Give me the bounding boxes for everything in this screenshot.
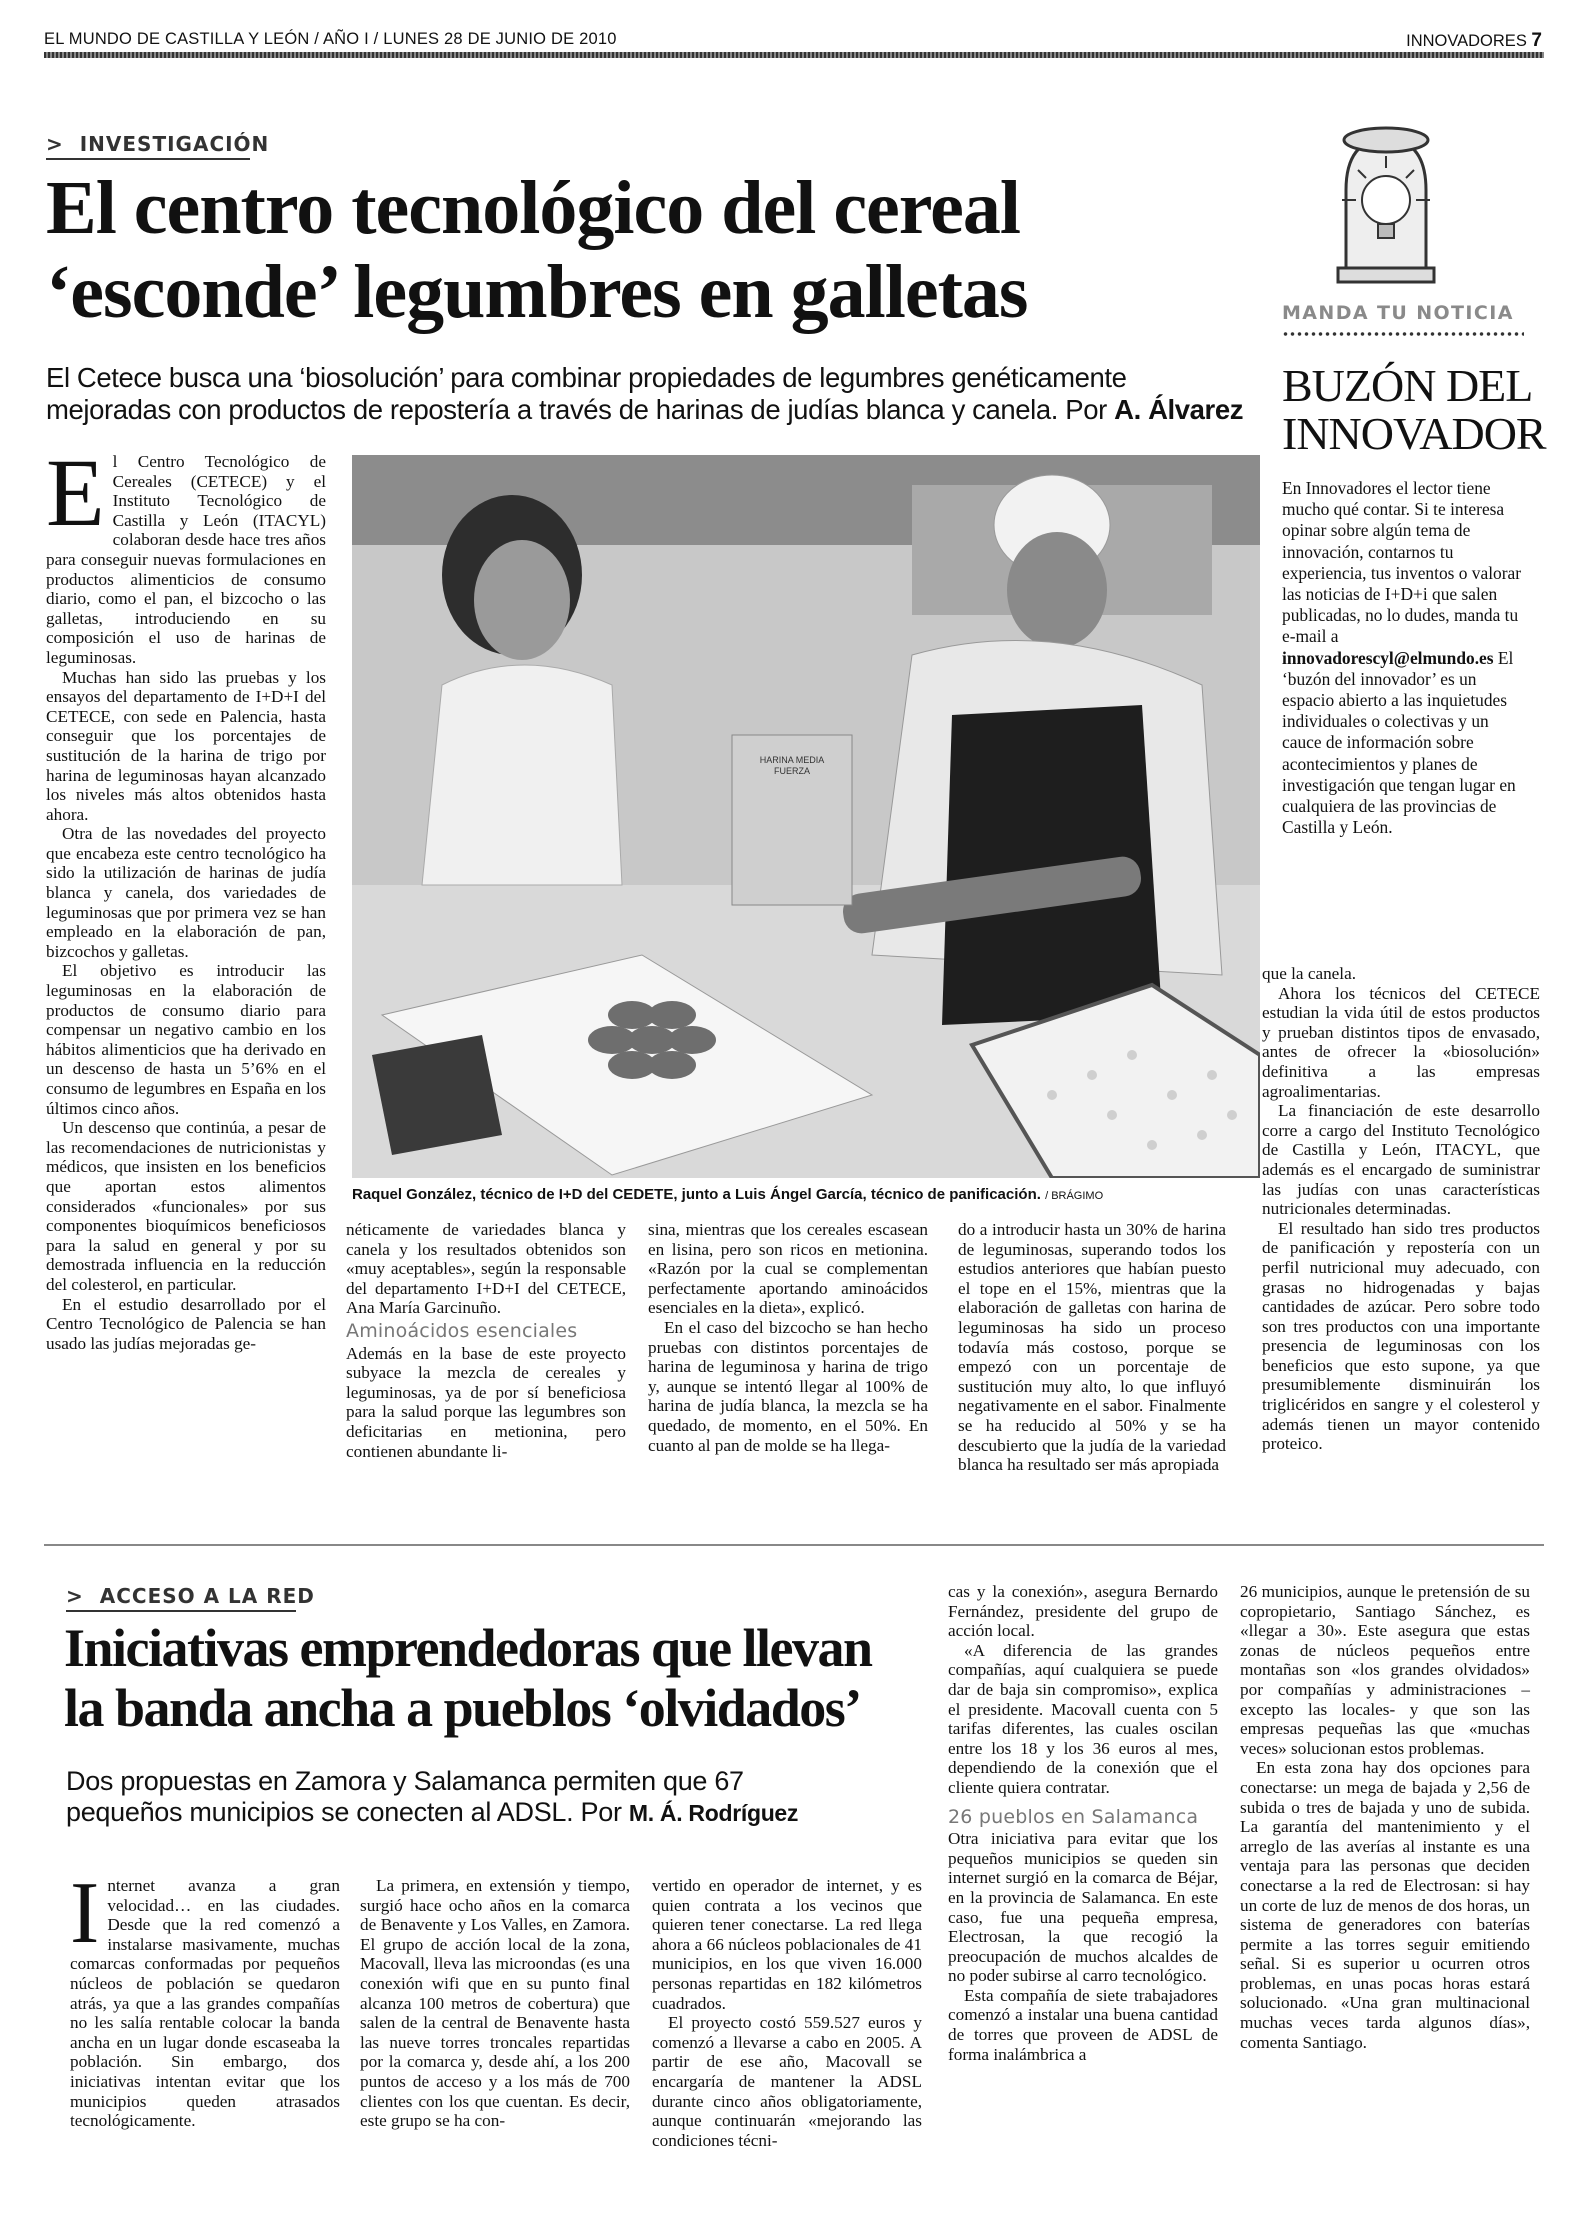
paragraph: do a introducir hasta un 30% de harina de leguminosas, superando todos los estudios anteriores que habían puesto el tope en el 15%, mientras que la elaboración de galletas con harina de leguminosas ha sido un proceso todavía más costoso, porque se empezó con un porcentaje de sustitución muy alto, lo que influyó negativamente en el sabor. Finalmente se ha reducido al 50% y se ha descubierto que la judía de la variedad blanca ha resultado ser más apropiada	[958, 1220, 1226, 1475]
article1-photo	[352, 455, 1260, 1178]
paragraph: El objetivo es introducir las leguminosas en la elaboración de productos de consumo diario para compensar un negativo cambio en los hábitos alimenticios que ha derivado en un descenso de hasta un 5’6% en el consumo de legumbres en España en los últimos cinco años.	[46, 961, 326, 1118]
paragraph: La financiación de este desarrollo corre a cargo del Instituto Tecnológico de Castilla y León, ITACYL, que además es el encargado de suministrar las judías con unas características nutricionales determinadas.	[1262, 1101, 1540, 1219]
sidebar-text-1: En Innovadores el lector tiene mucho qué contar. Si te interesa opinar sobre algún tema de innovación, contarnos tu experiencia, tus inventos o valorar las noticias de I+D+i que salen publicadas, no lo dudes, manda tu e-mail a	[1282, 478, 1522, 647]
subheading: 26 pueblos en Salamanca	[948, 1805, 1199, 1828]
paragraph: Otra iniciativa para evitar que los pequeños municipios se queden sin internet surgió en la comarca de Béjar, en la provincia de Salamanca. En este caso, fue una pequeña empresa, Electrosan, la que recogió la preocupación de muchos alcaldes de no poder subirse al carro tecnológico.	[948, 1829, 1218, 1986]
sidebar-title	[1282, 360, 1546, 459]
sidebar-title-line-2: INNOVADOR	[1282, 408, 1546, 459]
caption-text: Raquel González, técnico de I+D del CEDETE, junto a Luis Ángel García, técnico de panificación.	[352, 1186, 1041, 1203]
subtitle-line-2	[66, 1797, 946, 1829]
article1-author: A. Álvarez	[1114, 394, 1244, 425]
paragraph: «A diferencia de las grandes compañías, aquí cualquiera se puede dar de baja sin compromiso», explica el presidente. Macovall cuenta con 5 tarifas diferentes, las cuales oscilan entre los 18 y los 36 euros al mes, dependiendo de la conexión que el cliente quiera contratar.	[948, 1640, 1218, 1797]
article1-col5	[1262, 964, 1540, 1454]
paragraph: sina, mientras que los cereales escasean en lisina, pero son ricos en metionina. «Razón por la cual se complementan perfectamente aportando aminoácidos esenciales en la dieta», explicó.	[648, 1220, 928, 1318]
paragraph	[46, 439, 326, 668]
article2-author: M. Á. Rodríguez	[628, 1800, 799, 1826]
paragraph: En el estudio desarrollado por el Centro Tecnológico de Palencia se han usado las judías mejoradas ge-	[46, 1294, 326, 1353]
lightbulb-icon	[1316, 120, 1456, 285]
paragraph: néticamente de variedades blanca y canela y los resultados obtenidos son «muy aceptables», según la responsable del departamento I+D+I del CETECE, Ana María Garcinuño.	[346, 1220, 626, 1318]
kicker-arrow: >	[46, 132, 64, 156]
article2-col1	[70, 1865, 340, 2131]
paragraph: Muchas han sido las pruebas y los ensayos del departamento de I+D+I del CETECE, con sede en Palencia, hasta conseguir que los porcentajes de sustitución de la harina de trigo por harina de leguminosas hayan alcanzado los niveles más altos obtenidos hasta ahora.	[46, 667, 326, 824]
dropcap: I	[70, 1865, 100, 1962]
article1-kicker	[46, 132, 269, 156]
kicker-underline	[46, 158, 250, 160]
sidebar-label: MANDA TU NOTICIA	[1282, 302, 1514, 324]
article1-col3	[648, 1220, 928, 1455]
paragraph-text: l Centro Tecnológico de Cereales (CETECE) y el Instituto Tecnológico de Castilla y León (ITACYL) colaboran desde hace tres años para conseguir nuevas formulaciones en productos alimenticios de consumo diario, como el pan, el bizcocho o las galletas, introduciendo en su composición el uso de harinas de leguminosas.	[46, 452, 326, 667]
paragraph: La primera, en extensión y tiempo, surgió hace ocho años en la comarca de Benavente y Los Valles, en Zamora. El grupo de acción local de la zona, Macovall, lleva las microondas (es una conexión wifi que en su punto final alcanza 100 metros de cobertura) que salen de la central de Benavente hasta las nueve torres troncales repartidas por la comarca y, desde ahí, a los 200 puntos de acceso y a los más de 700 clientes con los que cuentan. Es decir, este grupo se ha con-	[360, 1876, 630, 2131]
headline-line-1: Iniciativas emprendedoras que llevan	[64, 1618, 872, 1678]
subtitle-line-2-text: mejoradas con productos de repostería a través de harinas de judías blanca y canela. Por	[46, 394, 1107, 425]
paragraph: Otra de las novedades del proyecto que encabeza este centro tecnológico ha sido la utilización de harinas de judía blanca y canela, dos variedades de leguminosas que por primera vez se han empleado en la elaboración de pan, bizcochos y galletas.	[46, 824, 326, 961]
sidebar-body	[1282, 478, 1532, 838]
article1-subtitle	[46, 362, 1256, 426]
paragraph: cas y la conexión», asegura Bernardo Fernández, presidente del grupo de acción local.	[948, 1582, 1218, 1641]
masthead-rule	[44, 52, 1544, 58]
kicker-arrow: >	[66, 1584, 84, 1608]
kicker-text: ACCESO A LA RED	[99, 1584, 315, 1608]
headline-line-2: ‘esconde’ legumbres en galletas	[46, 250, 1028, 334]
paragraph: Un descenso que continúa, a pesar de las recomendaciones de nutricionistas y médicos, que insisten en los beneficios que aportan estos alimentos considerados «funcionales» por sus componentes bioquímicos beneficiosos para la salud en general y por su demostrada influencia en la reducción del colesterol, en particular.	[46, 1118, 326, 1294]
subheading: Aminoácidos esenciales	[346, 1319, 578, 1342]
subtitle-line-2-text: pequeños municipios se conecten al ADSL. Por	[66, 1797, 622, 1827]
photo-credit: / BRÁGIMO	[1045, 1190, 1104, 1202]
headline-line-2: la banda ancha a pueblos ‘olvidados’	[64, 1678, 861, 1738]
kicker-text: INVESTIGACIÓN	[79, 132, 270, 156]
article1-col1	[46, 439, 326, 1353]
subtitle-line-1: Dos propuestas en Zamora y Salamanca permiten que 67	[66, 1766, 744, 1796]
paragraph: vertido en operador de internet, y es quien contrata a los vecinos que quieren tener conectarse. La red llega ahora a 66 núcleos poblacionales de 41 municipios, en los que viven 16.000 personas repartidas en 182 kilómetros cuadrados.	[652, 1876, 922, 2013]
sidebar-email[interactable]: innovadorescyl@elmundo.es	[1282, 647, 1494, 668]
article2-col4	[948, 1582, 1218, 2064]
article2-col2	[360, 1876, 630, 2131]
paragraph: En esta zona hay dos opciones para conectarse: un mega de bajada y 2,56 de subida o tres de bajada y uno de subida. La garantía del mantenimiento y el arreglo de las averías al instante es una ventaja para las personas que deciden conectarse a la red de Electrosan: si hay un corte de luz de menos de dos horas, un sistema de generadores con baterías permite a las torres seguir emitiendo señal. Si es superior u ocurren otros problemas, en unas pocas horas estará solucionado. «Una gran multinacional muchas veces tarda algunos días», comenta Santiago.	[1240, 1758, 1530, 2052]
section-divider	[44, 1544, 1544, 1546]
masthead-left: EL MUNDO DE CASTILLA Y LEÓN / AÑO I / LUNES 28 DE JUNIO DE 2010	[44, 30, 617, 48]
photo-caption	[352, 1186, 1260, 1203]
kicker-underline	[66, 1610, 296, 1612]
sidebar-dots	[1282, 332, 1524, 336]
masthead-section	[1406, 30, 1542, 52]
article2-headline	[64, 1618, 944, 1738]
paragraph: 26 municipios, aunque le pretensión de su copropietario, Santiago Sánchez, es «llegar a 30». Este asegura que estas zonas de núcleos pequeños entre montañas son «los grandes olvidados» por compañías y administraciones –excepto las locales- y que son las empresas pequeñas las que «muchas veces» solucionan estos problemas.	[1240, 1582, 1530, 1758]
article1-col4	[958, 1220, 1226, 1475]
dropcap: E	[46, 439, 105, 546]
article2-kicker	[66, 1584, 315, 1608]
section-label: INNOVADORES	[1406, 32, 1527, 50]
paragraph: En el caso del bizcocho se han hecho pruebas con distintos porcentajes de harina de leguminosa y harina de trigo y, aunque se intentó llegar al 100% de harina de judía blanca, la mezcla se ha quedado, de momento, en el 50%. En cuanto al pan de molde se ha llega-	[648, 1317, 928, 1455]
paragraph	[70, 1865, 340, 2131]
sidebar-title-line-1: BUZÓN DEL	[1282, 360, 1533, 411]
photo-illustration	[352, 455, 1260, 1178]
paragraph: Ahora los técnicos del CETECE estudian la vida útil de estos productos y prueban distintos tipos de envasado, antes de ofrecer la «biosolución» definitiva a las empresas agroalimentarias.	[1262, 983, 1540, 1101]
subtitle-line-1: El Cetece busca una ‘biosolución’ para combinar propiedades de legumbres genéticamente	[46, 362, 1127, 393]
article2-col5	[1240, 1582, 1530, 2052]
paragraph: El proyecto costó 559.527 euros y comenzó a llevarse a cabo en 2005. A partir de ese año, Macovall se encargaría de mantener la ADSL durante cinco años obligatoriamente, aunque continuarán «mejorando las condiciones técni-	[652, 2013, 922, 2150]
article1-col2	[346, 1220, 626, 1461]
paragraph: Esta compañía de siete trabajadores comenzó a instalar una buena cantidad de torres que proveen de ADSL de forma inalámbrica a	[948, 1985, 1218, 2064]
article2-subtitle	[66, 1766, 946, 1829]
sack-label: HARINA MEDIA FUERZA	[759, 755, 825, 776]
subtitle-line-2	[46, 394, 1256, 426]
article2-col3	[652, 1876, 922, 2150]
article1-headline	[46, 166, 1246, 334]
headline-line-1: El centro tecnológico del cereal	[46, 166, 1020, 250]
sidebar-text-2: El ‘buzón del innovador’ es un espacio abierto a las inquietudes individuales o colectivas y un cauce de información sobre acontecimientos y planes de investigación que tengan lugar en cualquiera de las provincias de Castilla y León.	[1282, 647, 1516, 838]
paragraph: El resultado han sido tres productos de panificación y repostería con un perfil nutricional muy adecuado, con grasas no hidrogenadas y bajas cantidades de azúcar. Pero sobre todo son tres productos con una importante presencia de leguminosas con los beneficios que esto supone, ya que presumiblemente disminuirán los triglicéridos en sangre y el colesterol y además tienen un mayor contenido proteico.	[1262, 1218, 1540, 1454]
page-number: 7	[1531, 30, 1542, 51]
paragraph-text: nternet avanza a gran velocidad… en las ciudades. Desde que la red comenzó a instalarse masivamente, muchas comarcas conformadas por pequeños núcleos de población se quedaron atrás, ya que a las grandes compañías no les salía rentable colocar la banda ancha en un lugar donde escaseaba la población. Sin embargo, dos iniciativas intentan evitar que los municipios queden atrasados tecnológicamente.	[70, 1876, 340, 2131]
paragraph: que la canela.	[1262, 964, 1356, 983]
paragraph: Además en la base de este proyecto subyace la mezcla de cereales y leguminosas, ya de por sí beneficiosa para la salud porque las legumbres son deficitarias en metionina, pero contienen abundante li-	[346, 1343, 626, 1461]
